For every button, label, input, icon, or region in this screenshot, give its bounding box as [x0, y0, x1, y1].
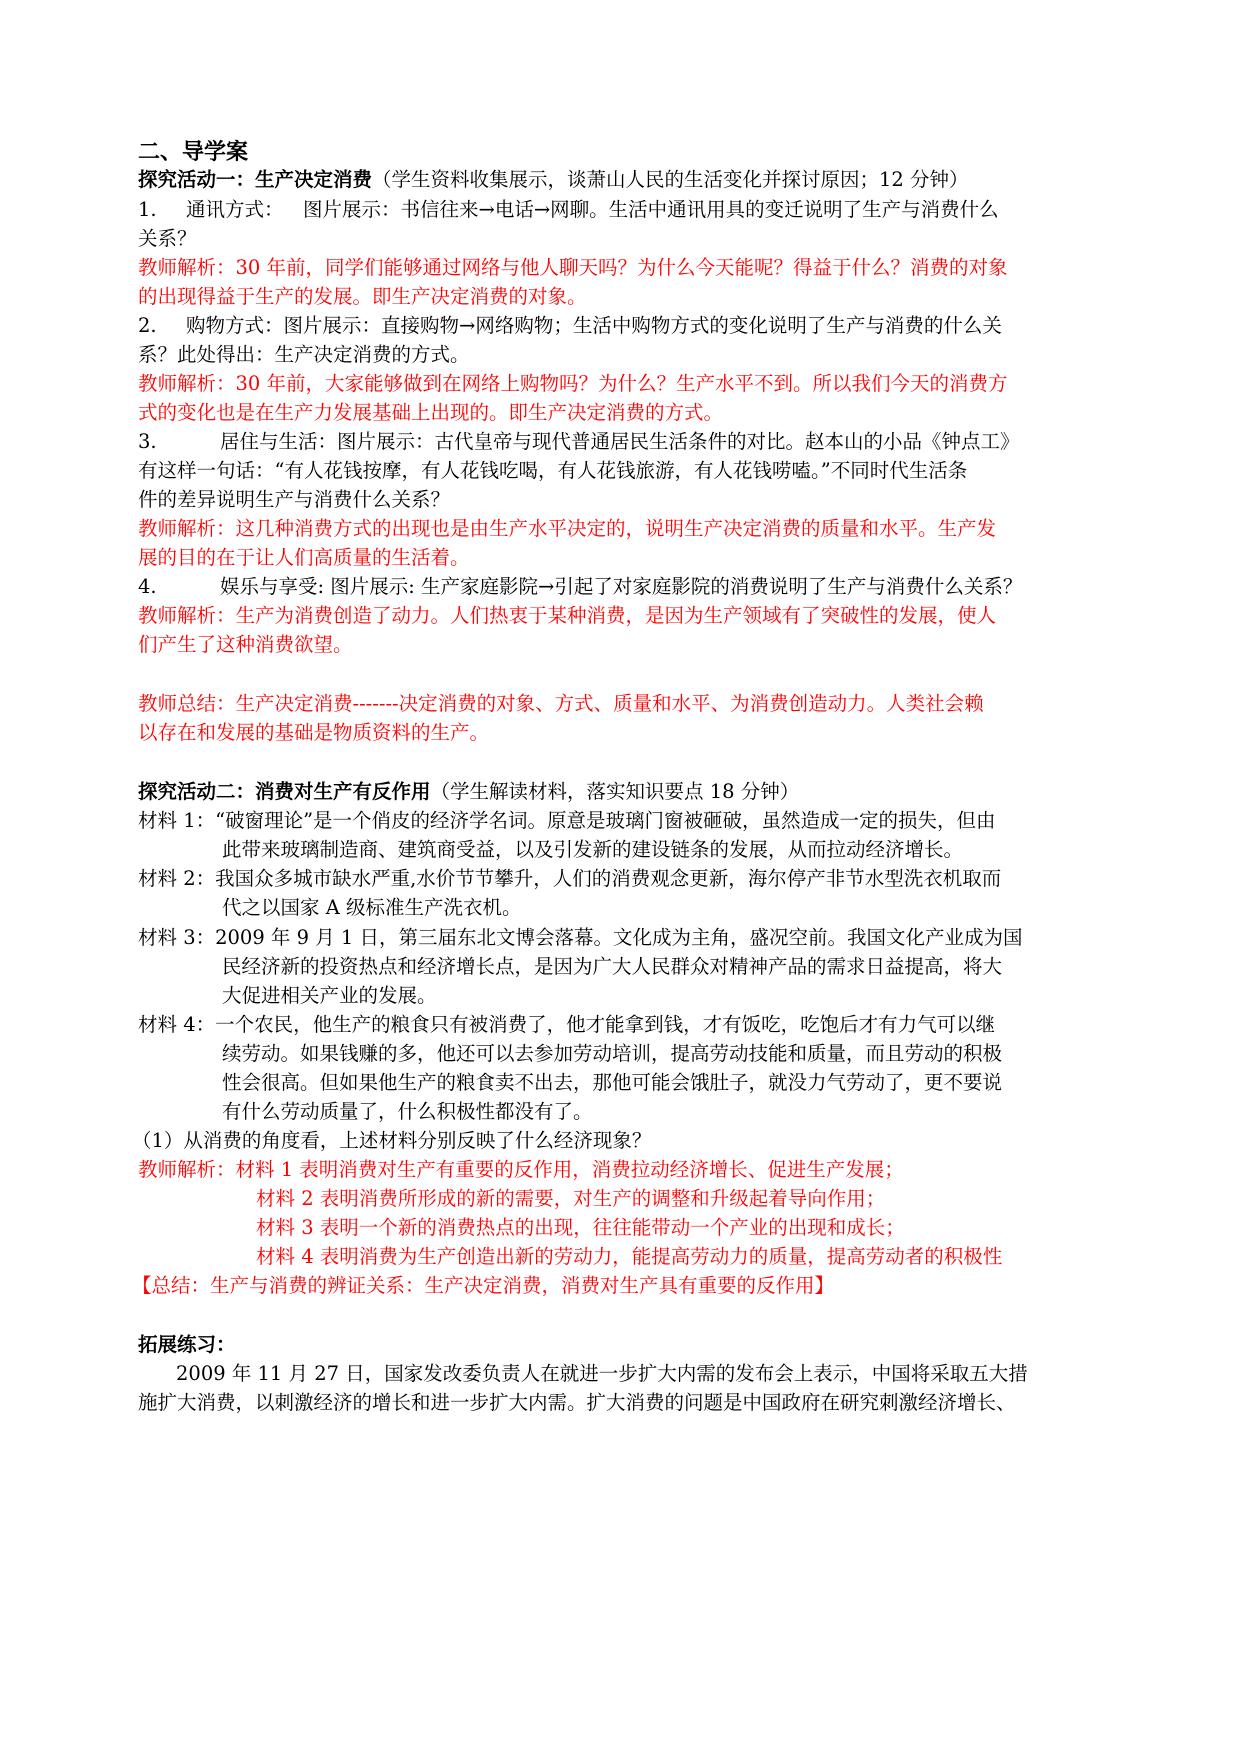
material3-line1: 材料 3：2009 年 9 月 1 日，第三届东北文博会落幕。文化成为主角，盛况空前。我国文化产业成为国: [138, 926, 1023, 949]
extension-line1: 2009 年 11 月 27 日，国家发改委负责人在就进一步扩大内需的发布会上表示，中国将采取五大措: [176, 1362, 1028, 1385]
answer-2: 材料 2 表明消费所形成的新的需要，对生产的调整和升级起着导向作用；: [256, 1187, 886, 1210]
item4-analysis-2: 们产生了这种消费欲望。: [138, 633, 353, 656]
answer-3: 材料 3 表明一个新的消费热点的出现，往往能带动一个产业的出现和成长；: [256, 1216, 905, 1239]
item1-label: 通讯方式：: [186, 198, 284, 221]
item1-text1: 图片展示：书信往来→电话→网聊。生活中通讯用具的变迁说明了生产与消费什么: [303, 198, 999, 221]
activity1-note: （学生资料收集展示，谈萧山人民的生活变化并探讨原因；12 分钟）: [372, 168, 969, 191]
item3-analysis-2: 展的目的在于让人们高质量的生活着。: [138, 546, 470, 569]
teacher-summary-1: 教师总结：生产决定消费-------决定消费的对象、方式、质量和水平、为消费创造动力。人类社会赖: [138, 692, 984, 715]
material3-line2: 民经济新的投资热点和经济增长点，是因为广大人民群众对精神产品的需求日益提高，将大: [222, 955, 1003, 978]
answer-1: 教师解析：材料 1 表明消费对生产有重要的反作用，消费拉动经济增长、促进生产发展；: [138, 1158, 904, 1181]
item1-line1: [138, 198, 1113, 222]
item3-line2: 有这样一句话：“有人花钱按摩，有人花钱吃喝，有人花钱旅游，有人花钱唠嗑。”不同时代生活条: [138, 459, 968, 482]
material4-line2: 续劳动。如果钱赚的多，他还可以去参加劳动培训，提高劳动技能和质量，而且劳动的积极: [222, 1042, 1003, 1065]
answer-4: 材料 4 表明消费为生产创造出新的劳动力，能提高劳动力的质量，提高劳动者的积极性: [256, 1245, 1003, 1268]
item3-text1: 居住与生活：图片展示：古代皇帝与现代普通居民生活条件的对比。赵本山的小品《钟点工》: [220, 430, 1020, 453]
item3-line1: [138, 430, 1113, 454]
activity2-note: （学生解读材料，落实知识要点 18 分钟）: [430, 780, 800, 803]
item2-number: 2.: [138, 314, 157, 337]
section-heading: 二、导学案: [138, 139, 249, 165]
item4-number: 4.: [138, 575, 157, 598]
material1-line1: 材料 1：“破窗理论”是一个俏皮的经济学名词。原意是玻璃门窗被砸破，虽然造成一定的损失，但由: [138, 809, 996, 832]
item4-text1: 娱乐与享受: 图片展示: 生产家庭影院→引起了对家庭影院的消费说明了生产与消费什么关系？: [220, 575, 1023, 598]
question-1: （1）从消费的角度看，上述材料分别反映了什么经济现象？: [132, 1129, 652, 1152]
material2-line1: 材料 2：我国众多城市缺水严重,水价节节攀升，人们的消费观念更新，海尔停产非节水型洗衣机取而: [138, 867, 1002, 890]
material2-line2: 代之以国家 A 级标准生产洗衣机。: [222, 896, 522, 919]
item1-line2: 关系？: [138, 227, 197, 250]
material4-line4: 有什么劳动质量了，什么积极性都没有了。: [222, 1100, 593, 1123]
item1-analysis-2: 的出现得益于生产的发展。即生产决定消费的对象。: [138, 285, 587, 308]
activity2-title: 探究活动二：消费对生产有反作用: [138, 780, 431, 803]
relation-summary: 【总结：生产与消费的辨证关系：生产决定消费，消费对生产具有重要的反作用】: [132, 1274, 835, 1297]
extension-title: 拓展练习：: [138, 1333, 236, 1356]
item3-line3: 件的差异说明生产与消费什么关系？: [138, 488, 451, 511]
activity2-title-line: [138, 780, 1113, 804]
item4-analysis-1: 教师解析：生产为消费创造了动力。人们热衷于某种消费，是因为生产领域有了突破性的发展，使人: [138, 604, 997, 627]
item4-line1: [138, 575, 1113, 599]
material4-line1: 材料 4：一个农民，他生产的粮食只有被消费了，他才能拿到钱，才有饭吃，吃饱后才有力气可以继: [138, 1013, 996, 1036]
extension-line2: 施扩大消费，以刺激经济的增长和进一步扩大内需。扩大消费的问题是中国政府在研究刺激经济增长、: [138, 1391, 1016, 1414]
activity1-title: 探究活动一：生产决定消费: [138, 168, 373, 191]
item2-analysis-1: 教师解析：30 年前，大家能够做到在网络上购物吗？为什么？生产水平不到。所以我们今天的消费方: [138, 372, 1008, 395]
activity1-title-line: [138, 168, 1113, 192]
item3-analysis-1: 教师解析：这几种消费方式的出现也是由生产水平决定的，说明生产决定消费的质量和水平。生产发: [138, 517, 997, 540]
item2-analysis-2: 式的变化也是在生产力发展基础上出现的。即生产决定消费的方式。: [138, 401, 724, 424]
teacher-summary-2: 以存在和发展的基础是物质资料的生产。: [138, 721, 490, 744]
material4-line3: 性会很高。但如果他生产的粮食卖不出去，那他可能会饿肚子，就没力气劳动了，更不要说: [222, 1071, 1003, 1094]
material1-line2: 此带来玻璃制造商、建筑商受益，以及引发新的建设链条的发展，从而拉动经济增长。: [222, 838, 964, 861]
item1-analysis-1: 教师解析：30 年前，同学们能够通过网络与他人聊天吗？为什么今天能呢？得益于什么？消费的对象: [138, 256, 1008, 279]
item3-number: 3.: [138, 430, 157, 453]
material3-line3: 大促进相关产业的发展。: [222, 984, 437, 1007]
item2-line2: 系？此处得出：生产决定消费的方式。: [138, 343, 470, 366]
item2-line1: [138, 314, 1113, 338]
item2-text1: 购物方式：图片展示：直接购物→网络购物；生活中购物方式的变化说明了生产与消费的什么关: [186, 314, 1002, 337]
item1-number: 1.: [138, 198, 157, 221]
